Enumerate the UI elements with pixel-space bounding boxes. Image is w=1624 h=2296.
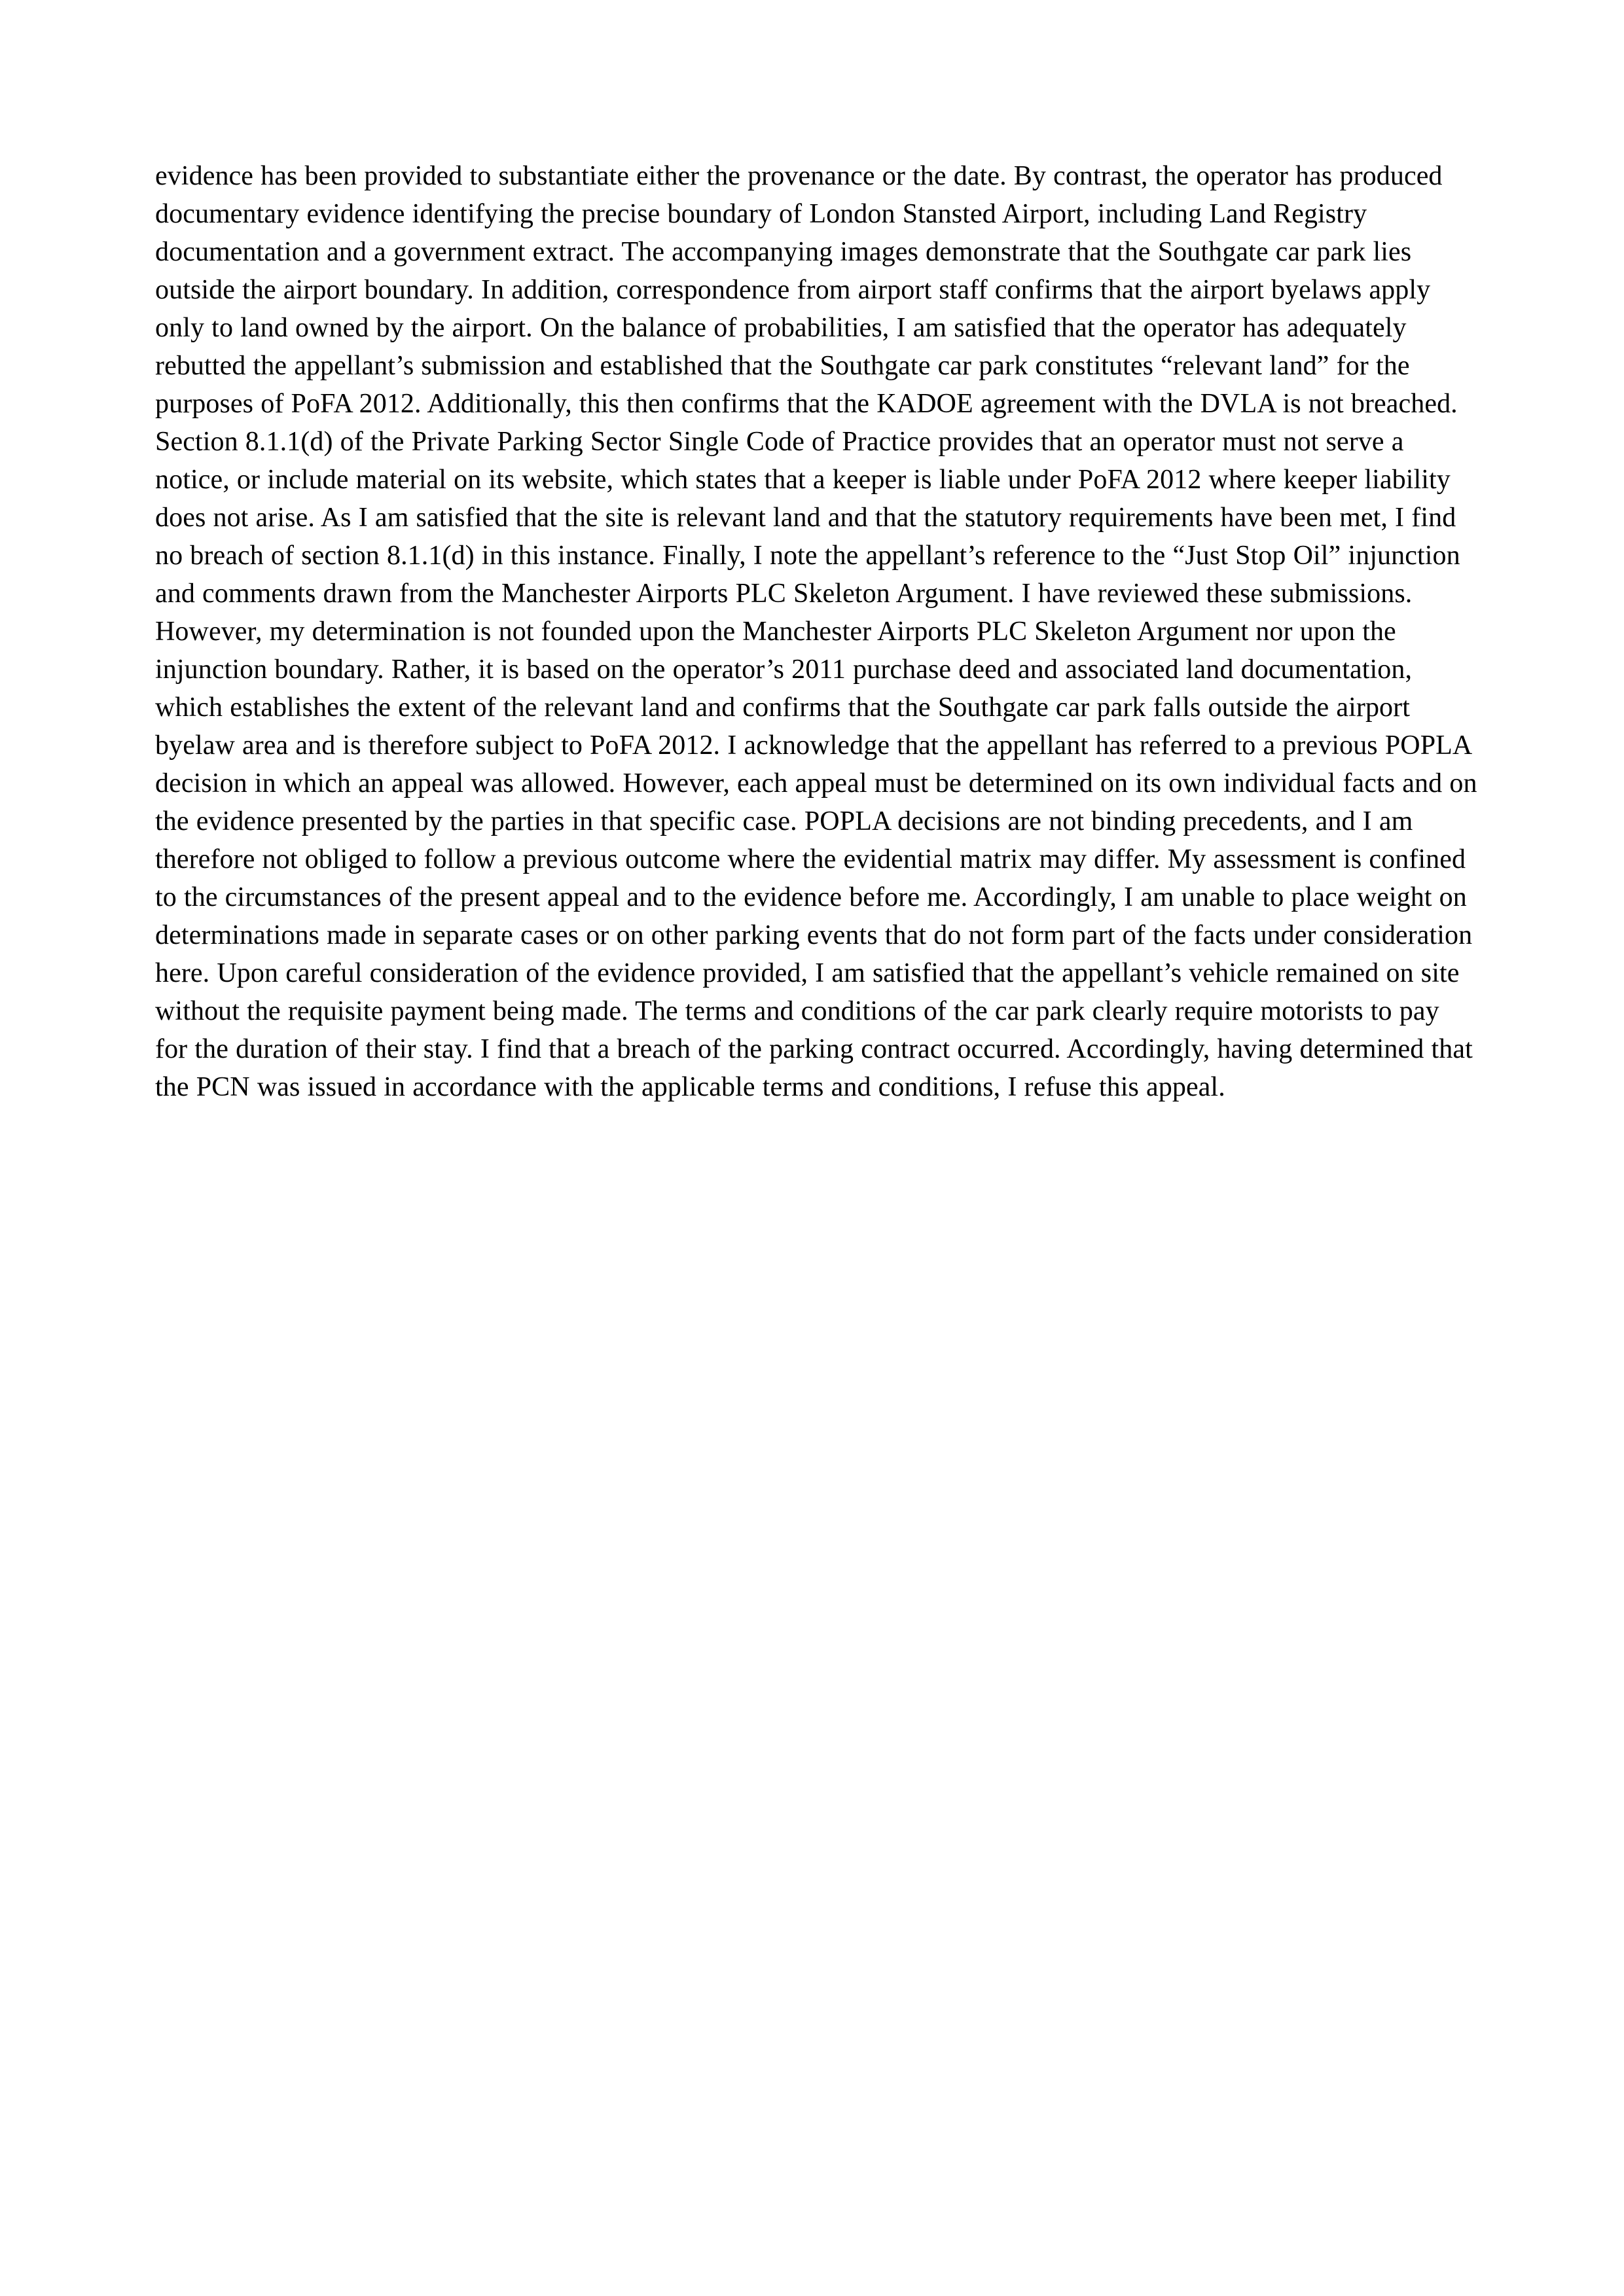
body-paragraph: evidence has been provided to substantiate either the provenance or the date. By contrast, the operator has produced documentary evidence identifying the precise boundary of London Stansted Airport, including Land Registry documentation and a government extract. The accompanying images demonstrate that the Southgate car park lies outside the airport boundary. In addition, correspondence from airport staff confirms that the airport byelaws apply only to land owned by the airport. On the balance of probabilities, I am satisfied that the operator has adequately rebutted the appellant’s submission and established that the Southgate car park constitutes “relevant land” for the purposes of PoFA 2012. Additionally, this then confirms that the KADOE agreement with the DVLA is not breached. Section 8.1.1(d) of the Private Parking Sector Single Code of Practice provides that an operator must not serve a notice, or include material on its website, which states that a keeper is liable under PoFA 2012 where keeper liability does not arise. As I am satisfied that the site is relevant land and that the statutory requirements have been met, I find no breach of section 8.1.1(d) in this instance. Finally, I note the appellant’s reference to the “Just Stop Oil” injunction and comments drawn from the Manchester Airports PLC Skeleton Argument. I have reviewed these submissions. However, my determination is not founded upon the Manchester Airports PLC Skeleton Argument nor upon the injunction boundary. Rather, it is based on the operator’s 2011 purchase deed and associated land documentation, which establishes the extent of the relevant land and confirms that the Southgate car park falls outside the airport byelaw area and is therefore subject to PoFA 2012. I acknowledge that the appellant has referred to a previous POPLA decision in which an appeal was allowed. However, each appeal must be determined on its own individual facts and on the evidence presented by the parties in that specific case. POPLA decisions are not binding precedents, and I am therefore not obliged to follow a previous outcome where the evidential matrix may differ. My assessment is confined to the circumstances of the present appeal and to the evidence before me. Accordingly, I am unable to place weight on determinations made in separate cases or on other parking events that do not form part of the facts under consideration here. Upon careful consideration of the evidence provided, I am satisfied that the appellant’s vehicle remained on site without the requisite payment being made. The terms and conditions of the car park clearly require motorists to pay for the duration of their stay. I find that a breach of the parking contract occurred. Accordingly, having determined that the PCN was issued in accordance with the applicable terms and conditions, I refuse this appeal.: [155, 161, 1477, 1102]
